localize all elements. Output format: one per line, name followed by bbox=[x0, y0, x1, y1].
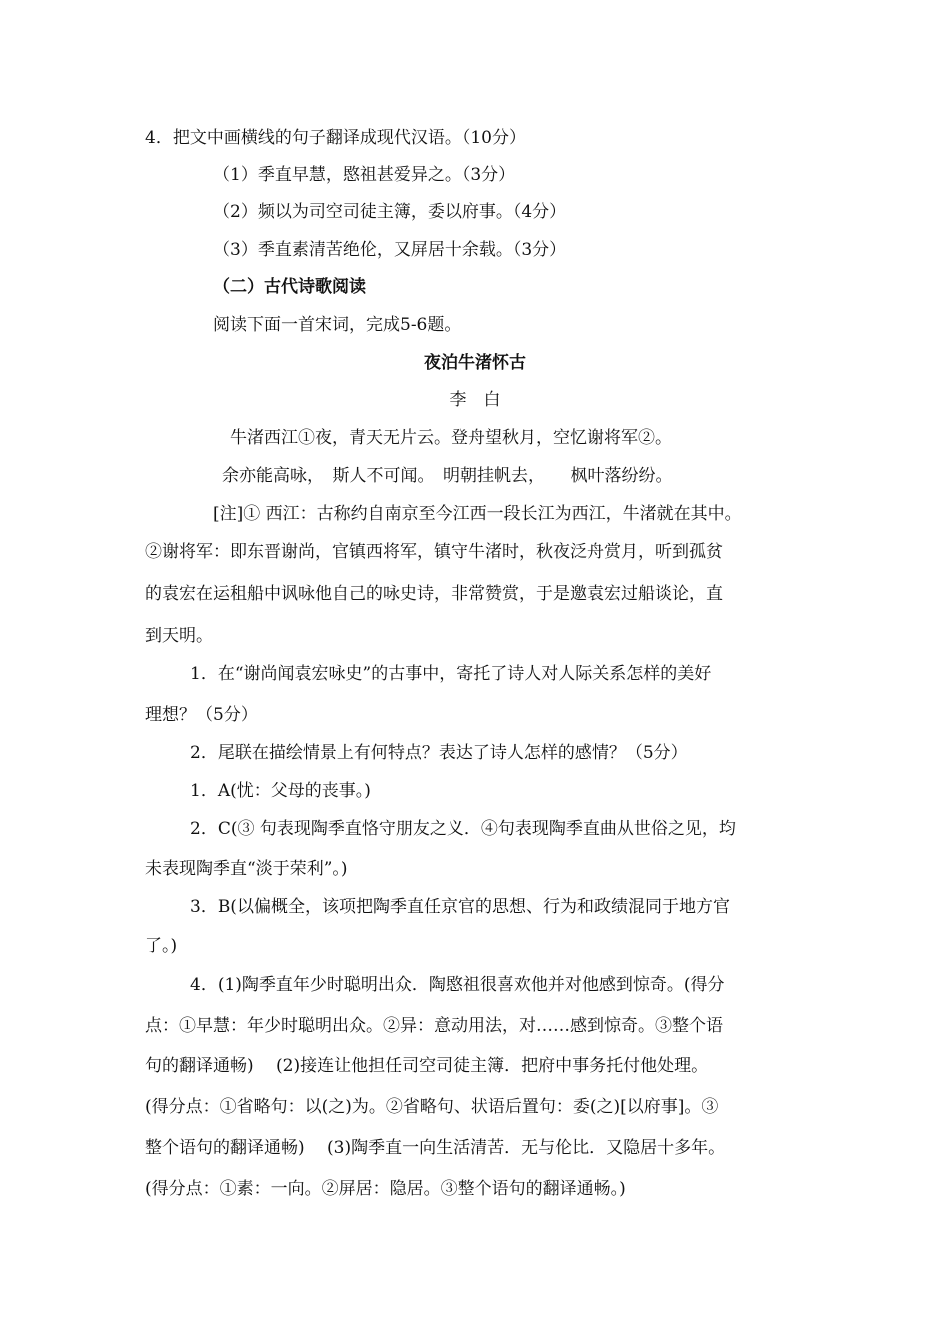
note-line-1: [注]① 西江：古称约自南京至今江西一段长江为西江，牛渚就在其中。 bbox=[213, 504, 742, 524]
answer-4-line-1: 4．(1)陶季直年少时聪明出众．陶愍祖很喜欢他并对他感到惊奇。(得分 bbox=[190, 975, 725, 995]
question-1-line-1: 1．在“谢尚闻袁宏咏史”的古事中，寄托了诗人对人际关系怎样的美好 bbox=[190, 664, 712, 684]
note-line-3: 的袁宏在运租船中讽咏他自己的咏史诗，非常赞赏，于是邀袁宏过船谈论，直 bbox=[145, 584, 723, 604]
q4-sentence-1: （1）季直早慧，愍祖甚爱异之。（3分） bbox=[213, 165, 516, 185]
answer-4-line-4: (得分点：①省略句：以(之)为。②省略句、状语后置句：委(之)[以府事]。③ bbox=[145, 1097, 719, 1117]
note-line-2: ②谢将军：即东晋谢尚，官镇西将军，镇守牛渚时，秋夜泛舟赏月，听到孤贫 bbox=[145, 542, 723, 562]
q4-stem: 4．把文中画横线的句子翻译成现代汉语。（10分） bbox=[145, 128, 526, 148]
q4-sentence-3: （3）季直素清苦绝伦，又屏居十余载。（3分） bbox=[213, 240, 567, 260]
answer-2-line-1: 2．C(③ 句表现陶季直恪守朋友之义．④句表现陶季直曲从世俗之见，均 bbox=[190, 819, 736, 839]
answer-4-line-3: 句的翻译通畅) (2)接连让他担任司空司徒主簿．把府中事务托付他处理。 bbox=[145, 1056, 709, 1076]
answer-1: 1．A(忧：父母的丧事。) bbox=[190, 781, 371, 801]
poem-line-2: 余亦能高咏， 斯人不可闻。 明朝挂帆去， 枫叶落纷纷。 bbox=[222, 466, 673, 486]
section-heading: （二）古代诗歌阅读 bbox=[213, 277, 366, 297]
note-line-4: 到天明。 bbox=[145, 626, 213, 646]
answer-4-line-2: 点：①早慧：年少时聪明出众。②异：意动用法，对……感到惊奇。③整个语 bbox=[145, 1016, 723, 1036]
answer-4-line-5: 整个语句的翻译通畅) (3)陶季直一向生活清苦．无与伦比．又隐居十多年。 bbox=[145, 1138, 726, 1158]
answer-3-line-1: 3．B(以偏概全，该项把陶季直任京官的思想、行为和政绩混同于地方官 bbox=[190, 897, 730, 917]
question-2: 2．尾联在描绘情景上有何特点？表达了诗人怎样的感情？（5分） bbox=[190, 743, 688, 763]
poem-author: 李 白 bbox=[449, 390, 501, 410]
answer-4-line-6: (得分点：①素：一向。②屏居：隐居。③整个语句的翻译通畅。) bbox=[145, 1179, 626, 1199]
poem-title: 夜泊牛渚怀古 bbox=[424, 353, 526, 373]
answer-2-line-2: 未表现陶季直“淡于荣利”。) bbox=[145, 859, 348, 879]
question-1-line-2: 理想？（5分） bbox=[145, 705, 258, 725]
section-instruction: 阅读下面一首宋词，完成5-6题。 bbox=[213, 315, 462, 335]
answer-3-line-2: 了。) bbox=[145, 936, 178, 956]
q4-sentence-2: （2）频以为司空司徒主簿，委以府事。（4分） bbox=[213, 202, 567, 222]
poem-line-1: 牛渚西江①夜，青天无片云。登舟望秋月，空忆谢将军②。 bbox=[230, 428, 672, 448]
